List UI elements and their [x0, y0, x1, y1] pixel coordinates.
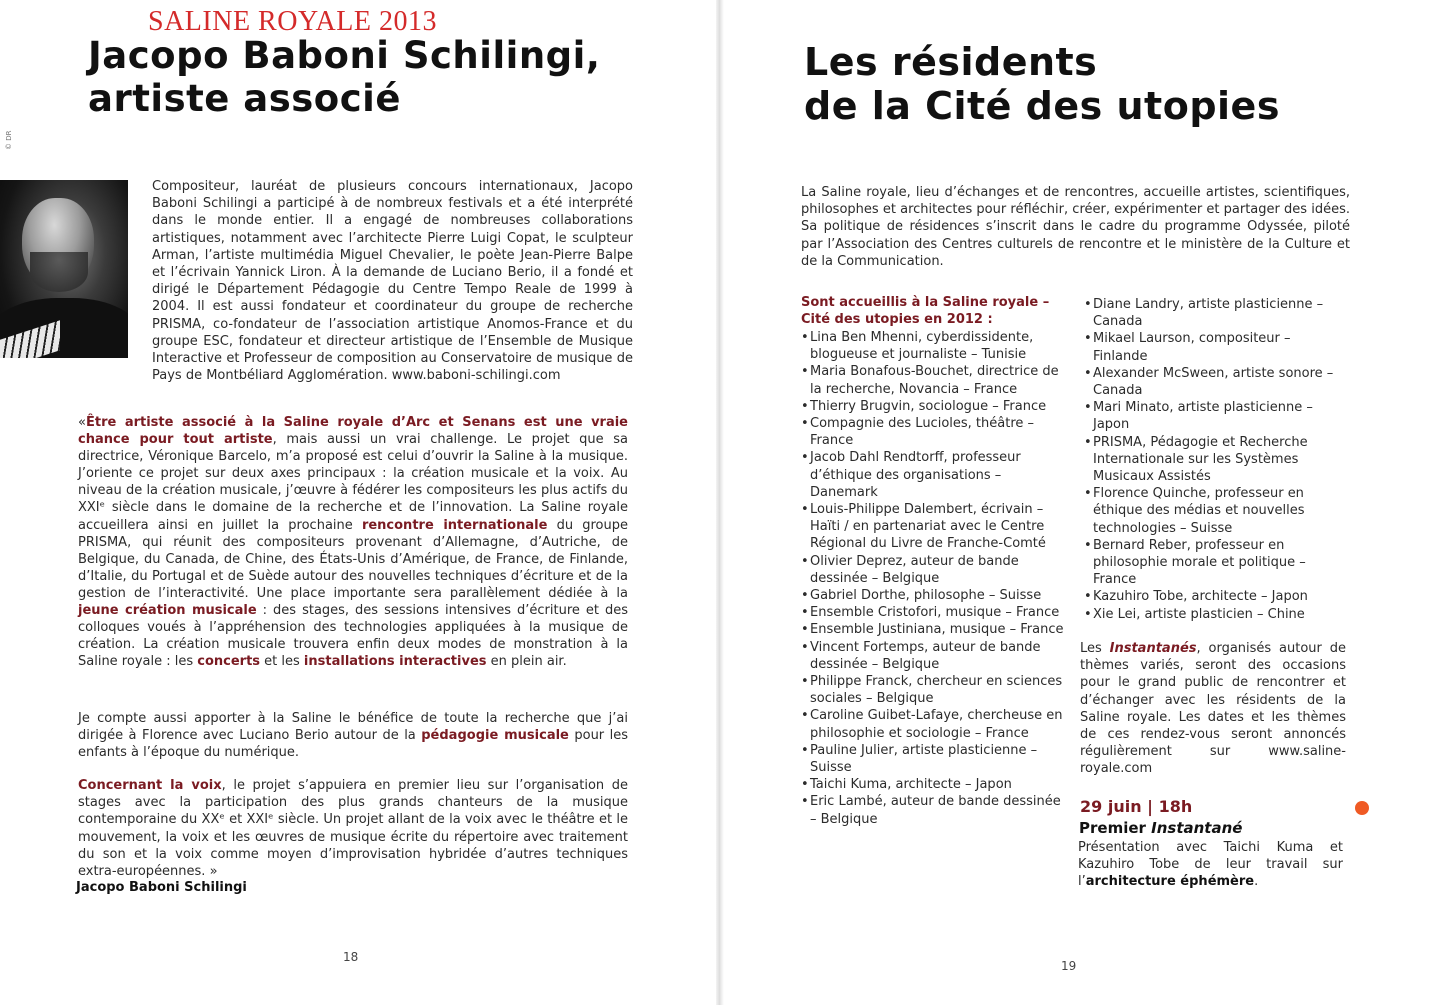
instantanes-text-0: Les — [1080, 641, 1110, 656]
resident-list-item: • Gabriel Dorthe, philosophe – Suisse — [801, 587, 1066, 604]
voice-highlight: Concernant la voix — [78, 778, 222, 793]
resident-list-item: • Mikael Laurson, compositeur – Finlande — [1084, 330, 1346, 364]
pedagogy-text-1: Je compte aussi apporter à la Saline le bénéfice de toute la recherche que j’ai dirigée à Florence avec Luciano Berio autour de la — [78, 711, 628, 744]
artist-bio: Compositeur, lauréat de plusieurs concours internationaux, Jacopo Baboni Schilingi a participé à de nombreux festivals et a été interprété dans le monde entier. Il a engagé de nombreuses collaborations artistiques, notamment avec l’architecte Pierre Luigi Copat, le sculpteur Arman, l’artiste multimédia Miguel Chevalier, le poète Jean-Pierre Balpe et l’écrivain Yannick Liron. À la demande de Luciano Berio, il a fondé et dirigé le Département Pédagogie du Centre Tempo Reale de 1999 à 2004. Il est aussi fondateur et coordinateur du groupe de recherche PRISMA, co-fondateur de l’association artistique Anomos-France et du groupe ESC, fondateur et directeur artistique de l’Ensemble de Musique Interactive et Professeur de composition au Conservatoire de musique de Pays de Montbéliard Agglomération. www.baboni-schilingi.com — [152, 179, 633, 384]
event-title-prefix: Premier — [1079, 819, 1152, 837]
quote-text-4: et les — [260, 654, 304, 670]
instantanes-highlight: Instantanés — [1109, 641, 1197, 656]
resident-list-item: • Bernard Reber, professeur en philosophie morale et politique – France — [1084, 537, 1346, 589]
page-number-right: 19 — [1061, 959, 1077, 973]
resident-list-item: • Taichi Kuma, architecte – Japon — [801, 776, 1066, 793]
pedagogy-text-2: pour les enfants à l’époque du numérique. — [78, 728, 629, 761]
resident-list-item: • Ensemble Cristofori, musique – France — [801, 604, 1066, 621]
resident-list-item: • Kazuhiro Tobe, architecte – Japon — [1084, 588, 1346, 605]
resident-list-item: • Philippe Franck, chercheur en sciences sociales – Belgique — [801, 673, 1066, 707]
quote-highlight-2: rencontre internationale — [361, 517, 548, 533]
quote-text-2: du groupe PRISMA, qui réunit des compositeurs provenant d’Allemagne, d’Autriche, de Belgique, du Canada, de Chine, des États-Unis d’Amérique, de France, de Finlande, d’Italie, du Portugal et de Suède autour des nouvelles techniques d’écriture et de la gestion de l’interactivité. Une place importante sera parallèlement dédiée à la — [78, 517, 628, 601]
resident-list-item: • Jacob Dahl Rendtorff, professeur d’éthique des organisations – Danemark — [801, 449, 1066, 501]
event-description — [1078, 839, 1343, 891]
quote-highlight-4: concerts — [197, 654, 261, 670]
quote-text-3: : des stages, des sessions intensives d’écriture et des colloques voués à l’appréhension des technologies appliquées à la musique de création. La création musicale trouvera enfin deux modes de monstration à la Saline royale : les — [78, 603, 628, 670]
residents-list-col1 — [801, 329, 1066, 828]
resident-list-item: • Mari Minato, artiste plasticienne – Japon — [1084, 399, 1346, 433]
resident-list-item: • Louis-Philippe Dalembert, écrivain – Haïti / en partenariat avec le Centre Régional du Livre de Franche-Comté — [801, 501, 1066, 553]
resident-list-item: • Vincent Fortemps, auteur de bande dessinée – Belgique — [801, 639, 1066, 673]
quote-open-mark: « — [78, 415, 86, 430]
list-heading-line2: Cité des utopies en 2012 : — [801, 312, 993, 327]
residents-list-heading — [801, 294, 1061, 328]
resident-list-item: • Compagnie des Lucioles, théâtre – France — [801, 415, 1066, 449]
instantanes-paragraph — [1080, 640, 1346, 778]
resident-list-item: • Eric Lambé, auteur de bande dessinée – Belgique — [801, 793, 1066, 827]
instantanes-text-1: , organisés autour de thèmes variés, seront des occasions pour le grand public de rencontrer et d’échanger avec les résidents de la Saline royale. Les dates et les thèmes de ces rendez-vous seront annoncés régulièrement sur www.saline-royale.com — [1080, 641, 1346, 777]
event-desc-highlight: architecture éphémère — [1085, 874, 1255, 890]
artist-title-line1: Jacopo Baboni Schilingi, — [88, 34, 601, 77]
residents-list-col2 — [1084, 296, 1346, 623]
event-title-em: Instantané — [1151, 819, 1243, 837]
event-desc-end: . — [1254, 874, 1259, 890]
residents-title-line2: de la Cité des utopies — [804, 84, 1280, 129]
quote-highlight-3: jeune création musicale — [78, 603, 257, 619]
residents-intro: La Saline royale, lieu d’échanges et de rencontres, accueille artistes, scientifiques, philosophes et architectes pour réfléchir, créer, expérimenter et partager des idées. Sa politique de résidences s’inscrit dans le cadre du programme Odyssée, piloté par l’Association des Centres culturels de rencontre et le ministère de la Culture et de la Communication. — [801, 185, 1350, 269]
list-heading-line1: Sont accueillis à la Saline royale – — [801, 295, 1050, 310]
resident-list-item: • Xie Lei, artiste plasticien – Chine — [1084, 606, 1346, 623]
residents-title-line1: Les résidents — [804, 40, 1098, 84]
resident-list-item: • Pauline Julier, artiste plasticienne – Suisse — [801, 742, 1066, 776]
resident-list-item: • Ensemble Justiniana, musique – France — [801, 621, 1066, 638]
resident-list-item: • Diane Landry, artiste plasticienne – Canada — [1084, 296, 1346, 330]
resident-list-item: • Alexander McSween, artiste sonore – Canada — [1084, 365, 1346, 399]
residents-title — [804, 40, 1280, 129]
saline-royale-stamp: SALINE ROYALE 2013 — [148, 6, 437, 37]
resident-list-item: • Caroline Guibet-Lafaye, chercheuse en philosophie et sociologie – France — [801, 707, 1066, 741]
quote-highlight-5: installations interactives — [303, 654, 487, 670]
quote-text-5: en plein air. — [486, 654, 567, 670]
resident-list-item: • Olivier Deprez, auteur de bande dessinée – Belgique — [801, 553, 1066, 587]
resident-list-item: • Lina Ben Mhenni, cyberdissidente, blogueuse et journaliste – Tunisie — [801, 329, 1066, 363]
event-date: 29 juin | 18h — [1080, 797, 1193, 816]
resident-list-item: • PRISMA, Pédagogie et Recherche Internationale sur les Systèmes Musicaux Assistés — [1084, 434, 1346, 486]
pedagogy-highlight: pédagogie musicale — [421, 728, 569, 744]
event-title — [1079, 819, 1242, 837]
resident-list-item: • Maria Bonafous-Bouchet, directrice de la recherche, Novancia – France — [801, 363, 1066, 397]
event-desc-text: Présentation avec Taichi Kuma et Kazuhiro Tobe de leur travail sur l’ — [1078, 840, 1343, 890]
orange-dot-icon — [1355, 801, 1369, 815]
quote-text-1: , mais aussi un vrai challenge. Le projet que sa directrice, Véronique Barcelo, m’a proposé est celui d’ouvrir la Saline à la musique. J’oriente ce projet sur deux axes principaux : la création musicale et la voix. Au niveau de la création musicale, j’œuvre à fédérer les compositeurs les plus actifs du XXIᵉ siècle dans le domaine de la recherche et de l’innovation. La Saline royale accueillera ainsi en juillet la prochaine — [78, 432, 628, 533]
resident-list-item: • Florence Quinche, professeur en éthique des médias et nouvelles technologies – Suisse — [1084, 485, 1346, 537]
artist-title-line2: artiste associé — [88, 77, 401, 121]
photo-credit: © DR — [5, 130, 13, 150]
page-number-left: 18 — [343, 950, 359, 964]
quote-highlight-1: Être artiste associé à la Saline royale d’Arc et Senans est une vraie chance pour tout artiste — [78, 415, 628, 448]
resident-list-item: • Thierry Brugvin, sociologue – France — [801, 398, 1066, 415]
voice-text: , le projet s’appuiera en premier lieu sur l’organisation de stages avec la participation des plus grands chanteurs de la musique contemporaine du XXᵉ et XXIᵉ siècle. Un projet allant de la voix avec le théâtre et le mouvement, la voix et les œuvres de musique écrite du répertoire avec traitement du son et la voix comme moyen d’improvisation hybridée d’autres techniques extra-européennes. » — [78, 778, 629, 880]
quote-signature: Jacopo Baboni Schilingi — [76, 880, 247, 895]
